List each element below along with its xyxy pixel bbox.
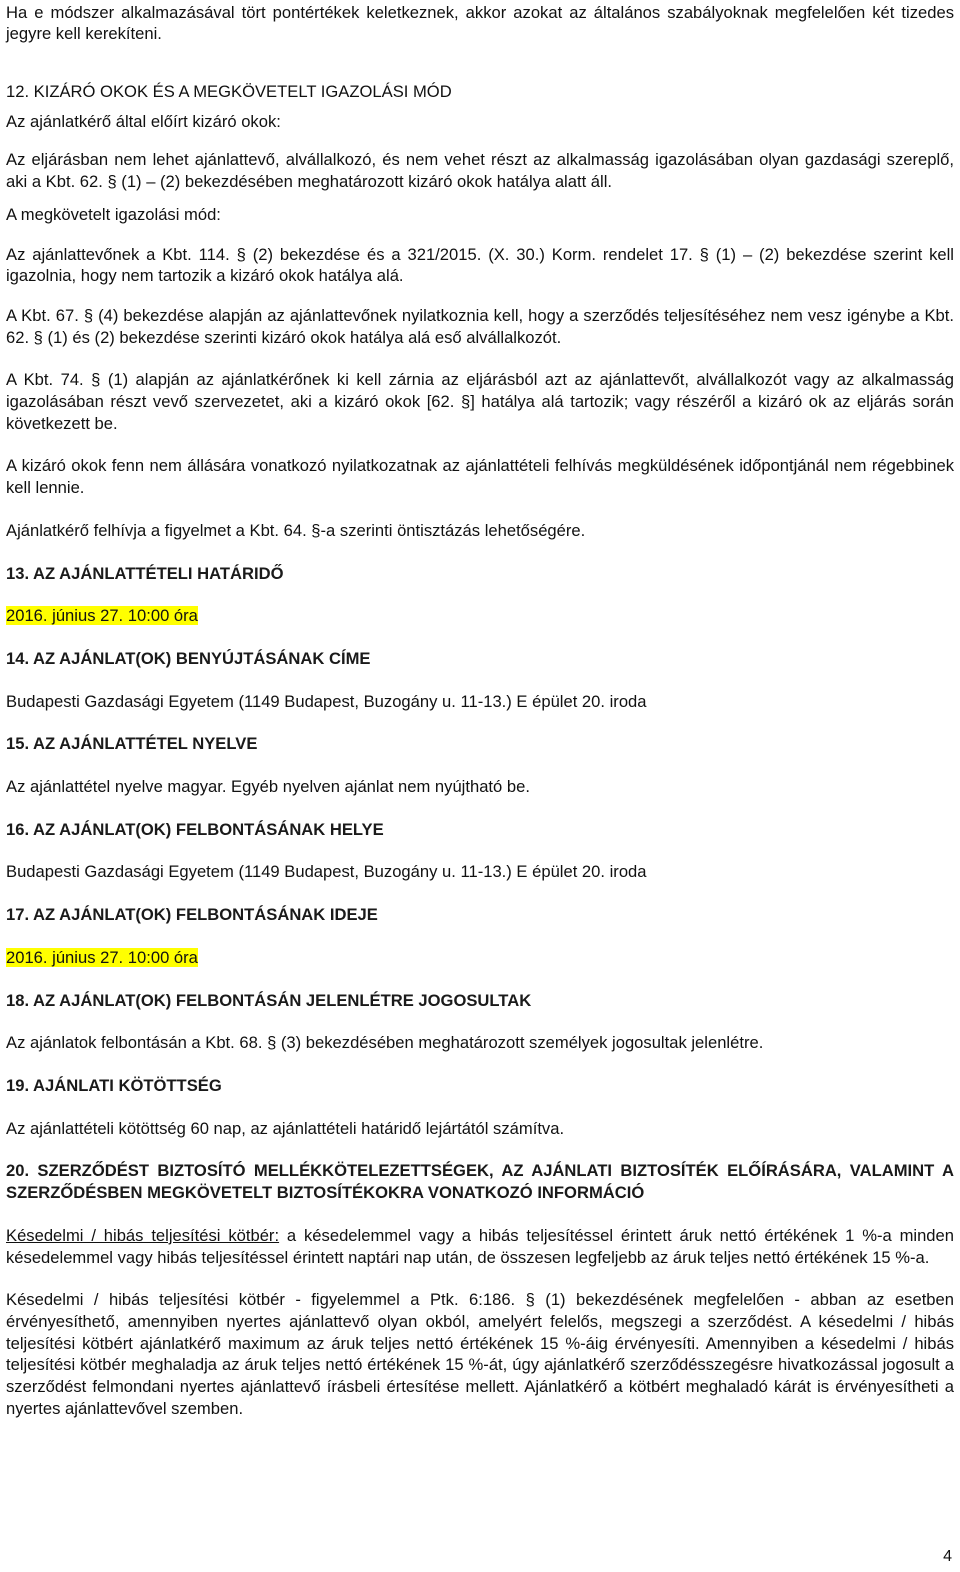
section-19-value: Az ajánlattételi kötöttség 60 nap, az ajánlattételi határidő lejártától számítva. <box>6 1118 565 1138</box>
section-20-heading: 20. SZERZŐDÉST BIZTOSÍTÓ MELLÉKKÖTELEZETTSÉGEK, AZ AJÁNLATI BIZTOSÍTÉK ELŐÍRÁSÁRA, VALAMINT A SZERZŐDÉSBEN MEGKÖVETELT BIZTOSÍTÉKOKRA VONATKOZÓ INFORMÁCIÓ <box>6 1161 954 1203</box>
section-12-para-1: Az eljárásban nem lehet ajánlattevő, alvállalkozó, és nem vehet részt az alkalmasság igazolásában olyan gazdasági szereplő, aki a Kbt. 62. § (1) – (2) bekezdésében meghatározott kizáró okok hatálya alatt áll. <box>6 150 954 192</box>
section-12-para-5: A kizáró okok fenn nem állására vonatkozó nyilatkozatnak az ajánlattételi felhívás megküldésének időpontjánál nem régebbinek kell lennie. <box>6 456 954 498</box>
section-17-value <box>6 947 954 969</box>
section-13-value <box>6 605 954 627</box>
penalty-label: Késedelmi / hibás teljesítési kötbér: <box>6 1225 280 1245</box>
section-12-para-4: A Kbt. 74. § (1) alapján az ajánlatkérőnek ki kell zárnia az eljárásból azt az ajánlattevőt, alvállalkozót vagy az alkalmasság igazolásában részt vevő szervezetet, aki a kizáró okok [62. §] hatálya alá tartozik; vagy részéről a kizáró ok az eljárás során következett be. <box>6 370 954 433</box>
deadline-highlight: 2016. június 27. 10:00 óra <box>6 606 198 626</box>
section-15-value: Az ajánlattétel nyelve magyar. Egyéb nyelven ajánlat nem nyújtható be. <box>6 777 530 797</box>
section-14-heading: 14. AZ AJÁNLAT(OK) BENYÚJTÁSÁNAK CÍME <box>6 648 371 668</box>
section-12-para-3: A Kbt. 67. § (4) bekezdése alapján az ajánlattevőnek nyilatkoznia kell, hogy a szerződés teljesítéséhez nem vesz igénybe a Kbt. 62. § (1) és (2) bekezdése szerinti kizáró okok hatálya alá eső alvállalkozót. <box>6 305 954 347</box>
page-number: 4 <box>943 1548 952 1565</box>
section-20-para-2: Késedelmi / hibás teljesítési kötbér - figyelemmel a Ptk. 6:186. § (1) bekezdésének megfelelően - abban az esetben érvényesíthető, amennyiben nyertes ajánlattevő olyan okból, amelyért felelős, megszegi a szerződést. A késedelmi / hibás teljesítési kötbért ajánlatkérő maximum az áruk teljes nettó értékének 15 %-áig érvényesíti. Amennyiben a késedelmi / hibás teljesítési kötbér meghaladja az áruk teljes nettó értékének 15 %-át, úgy ajánlatkérő szerződésszegésre hivatkozással jogosult a szerződést felmondani nyertes ajánlattevő írásbeli értesítése mellett. Ajánlatkérő a kötbért meghaladó kárát is érvényesítheti a nyertes ajánlattevővel szemben. <box>6 1290 954 1418</box>
section-12-para-2: Az ajánlattevőnek a Kbt. 114. § (2) bekezdése és a 321/2015. (X. 30.) Korm. rendelet 17. § (1) – (2) bekezdése szerint kell igazolnia, hogy nem tartozik a kizáró okok hatálya alá. <box>6 244 954 286</box>
section-12-proof-label: A megkövetelt igazolási mód: <box>6 204 221 224</box>
opening-time-highlight: 2016. június 27. 10:00 óra <box>6 947 198 967</box>
penalty-text: a késedelemmel vagy a hibás teljesítéssel érintett áruk nettó értékének 1 %-a minden késedelemmel vagy hibás teljesítéssel érintett naptári nap után, de összesen legfeljebb az áruk teljes nettó értékének 15 %-a. <box>6 1225 954 1267</box>
document-page <box>6 2 954 1419</box>
section-18-value: Az ajánlatok felbontásán a Kbt. 68. § (3) bekezdésében meghatározott személyek jogosultak jelenlétre. <box>6 1033 764 1053</box>
section-12-subtitle: Az ajánlatkérő által előírt kizáró okok: <box>6 111 281 131</box>
section-18-heading: 18. AZ AJÁNLAT(OK) FELBONTÁSÁN JELENLÉTRE JOGOSULTAK <box>6 990 532 1010</box>
section-12-heading: 12. KIZÁRÓ OKOK ÉS A MEGKÖVETELT IGAZOLÁSI MÓD <box>6 82 452 101</box>
section-20-para-1 <box>6 1225 954 1268</box>
section-15-heading: 15. AZ AJÁNLATTÉTEL NYELVE <box>6 734 258 754</box>
section-17-heading: 17. AZ AJÁNLAT(OK) FELBONTÁSÁNAK IDEJE <box>6 905 378 925</box>
section-14-value: Budapesti Gazdasági Egyetem (1149 Budapest, Buzogány u. 11-13.) E épület 20. iroda <box>6 691 647 711</box>
section-12-para-6: Ajánlatkérő felhívja a figyelmet a Kbt. 64. §-a szerinti öntisztázás lehetőségére. <box>6 520 586 540</box>
section-16-heading: 16. AZ AJÁNLAT(OK) FELBONTÁSÁNAK HELYE <box>6 819 384 839</box>
section-19-heading: 19. AJÁNLATI KÖTÖTTSÉG <box>6 1075 222 1095</box>
section-13-heading: 13. AZ AJÁNLATTÉTELI HATÁRIDŐ <box>6 563 284 583</box>
section-16-value: Budapesti Gazdasági Egyetem (1149 Budapest, Buzogány u. 11-13.) E épület 20. iroda <box>6 862 647 882</box>
rounding-note: Ha e módszer alkalmazásával tört pontértékek keletkeznek, akkor azokat az általános szabályoknak megfelelően két tizedes jegyre kell kerekíteni. <box>6 3 954 43</box>
